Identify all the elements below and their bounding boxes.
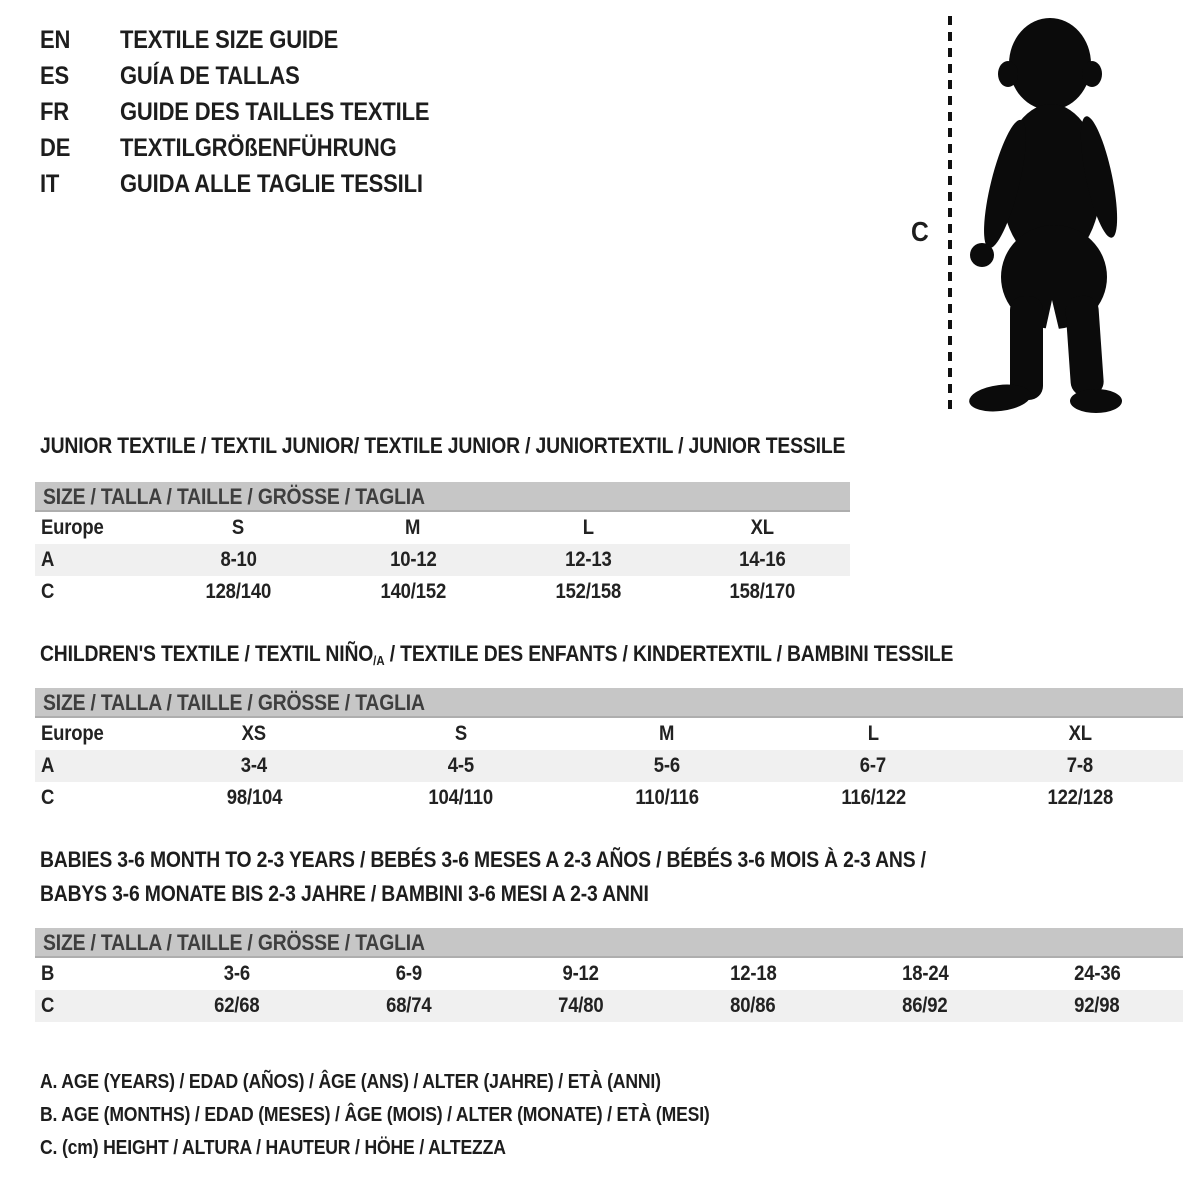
size-cell: 128/140 [205, 580, 272, 603]
table-row [35, 782, 1183, 814]
size-cell: XS [242, 722, 267, 745]
babies-section-heading: BABIES 3-6 MONTH TO 2-3 YEARS / BEBÉS 3-6 MESES A 2-3 AÑOS / BÉBÉS 3-6 MOIS À 2-3 ANS / BABYS 3-6 MONATE BIS 2-3 JAHRE / BAMBINI 3-6 MESI A 2-3 ANNI [40, 847, 926, 906]
size-cell: 14-16 [739, 548, 786, 571]
table-row [35, 958, 1183, 990]
table-row [35, 512, 850, 544]
children-size-table [35, 718, 1183, 814]
size-cell: 6-7 [860, 754, 887, 777]
size-cell: 6-9 [395, 962, 423, 985]
table-row [35, 718, 1183, 750]
row-label: C [41, 786, 55, 809]
table-row [35, 990, 1183, 1022]
size-cell: 24-36 [1073, 962, 1121, 985]
height-measure-dashed-line [948, 16, 952, 416]
junior-size-table [35, 512, 850, 608]
toddler-silhouette-icon [958, 14, 1148, 418]
row-label: A [41, 548, 55, 571]
nino-a-subscript: /A [373, 653, 385, 668]
guide-title-en: TEXTILE SIZE GUIDE [120, 25, 339, 54]
language-row-it [40, 166, 472, 202]
row-label: C [41, 994, 55, 1017]
size-cell: S [232, 516, 245, 539]
size-cell: L [867, 722, 879, 745]
row-label: C [41, 580, 55, 603]
guide-title-es: GUÍA DE TALLAS [120, 61, 300, 90]
babies-size-header-bar: SIZE / TALLA / TAILLE / GRÖSSE / TAGLIA [35, 928, 1183, 958]
language-row-es [40, 58, 472, 94]
language-row-de [40, 130, 472, 166]
size-cell: 3-4 [241, 754, 268, 777]
legend-line-c: C. (cm) HEIGHT / ALTURA / HAUTEUR / HÖHE / ALTEZZA [40, 1137, 506, 1159]
size-cell: L [582, 516, 594, 539]
size-cell: XL [1068, 722, 1092, 745]
language-code: DE [40, 133, 71, 162]
guide-title-fr: GUIDE DES TAILLES TEXTILE [120, 97, 430, 126]
size-cell: 122/128 [1046, 786, 1113, 809]
measure-legend [40, 1066, 801, 1165]
height-measure-label: C [911, 216, 929, 247]
size-cell: 8-10 [220, 548, 257, 571]
size-cell: S [454, 722, 467, 745]
size-cell: 110/116 [635, 786, 699, 809]
junior-size-header-bar: SIZE / TALLA / TAILLE / GRÖSSE / TAGLIA [35, 482, 850, 512]
row-label: B [41, 962, 55, 985]
size-cell: 68/74 [386, 994, 432, 1017]
row-label: Europe [41, 516, 104, 539]
table-row [35, 544, 850, 576]
size-cell: 158/170 [729, 580, 796, 603]
size-cell: 98/104 [226, 786, 282, 809]
size-cell: 10-12 [389, 548, 437, 571]
size-cell: 104/110 [428, 786, 493, 809]
language-code: EN [40, 25, 71, 54]
language-code: ES [40, 61, 69, 90]
size-cell: 80/86 [730, 994, 776, 1017]
size-cell: 116/122 [841, 786, 906, 809]
language-title-list [40, 22, 472, 202]
language-row-en [40, 22, 472, 58]
table-row [35, 576, 850, 608]
guide-title-de: TEXTILGRÖßENFÜHRUNG [120, 133, 397, 162]
size-cell: 140/152 [380, 580, 446, 603]
size-cell: 5-6 [653, 754, 681, 777]
size-cell: M [405, 516, 421, 539]
size-cell: 92/98 [1074, 994, 1120, 1017]
legend-line-b: B. AGE (MONTHS) / EDAD (MESES) / ÂGE (MOIS) / ALTER (MONATE) / ETÀ (MESI) [40, 1104, 710, 1126]
size-cell: 62/68 [214, 994, 260, 1017]
junior-section-heading: JUNIOR TEXTILE / TEXTIL JUNIOR/ TEXTILE JUNIOR / JUNIORTEXTIL / JUNIOR TESSILE [40, 433, 846, 458]
table-row [35, 750, 1183, 782]
row-label: Europe [41, 722, 104, 745]
size-cell: 12-18 [729, 962, 777, 985]
children-section-heading: CHILDREN'S TEXTILE / TEXTIL $NIÑO_{/A}$ / TEXTILE DES ENFANTS / KINDERTEXTIL / BAMBINI TESSILE [40, 641, 954, 668]
legend-line-a: A. AGE (YEARS) / EDAD (AÑOS) / ÂGE (ANS) / ALTER (JAHRE) / ETÀ (ANNI) [40, 1071, 661, 1093]
row-label: A [41, 754, 55, 777]
size-cell: 152/158 [555, 580, 621, 603]
language-row-fr [40, 94, 472, 130]
size-cell: 7-8 [1066, 754, 1093, 777]
children-size-header-bar: SIZE / TALLA / TAILLE / GRÖSSE / TAGLIA [35, 688, 1183, 718]
language-code: IT [40, 169, 60, 198]
size-cell: 86/92 [902, 994, 948, 1017]
language-code: FR [40, 97, 69, 126]
size-cell: 74/80 [558, 994, 604, 1017]
babies-size-table [35, 958, 1183, 1022]
guide-title-it: GUIDA ALLE TAGLIE TESSILI [120, 169, 423, 198]
size-cell: 12-13 [564, 548, 612, 571]
size-cell: 3-6 [223, 962, 251, 985]
size-cell: 9-12 [562, 962, 600, 985]
size-cell: M [659, 722, 675, 745]
size-cell: 18-24 [901, 962, 949, 985]
size-cell: XL [750, 516, 775, 539]
size-cell: 4-5 [447, 754, 474, 777]
